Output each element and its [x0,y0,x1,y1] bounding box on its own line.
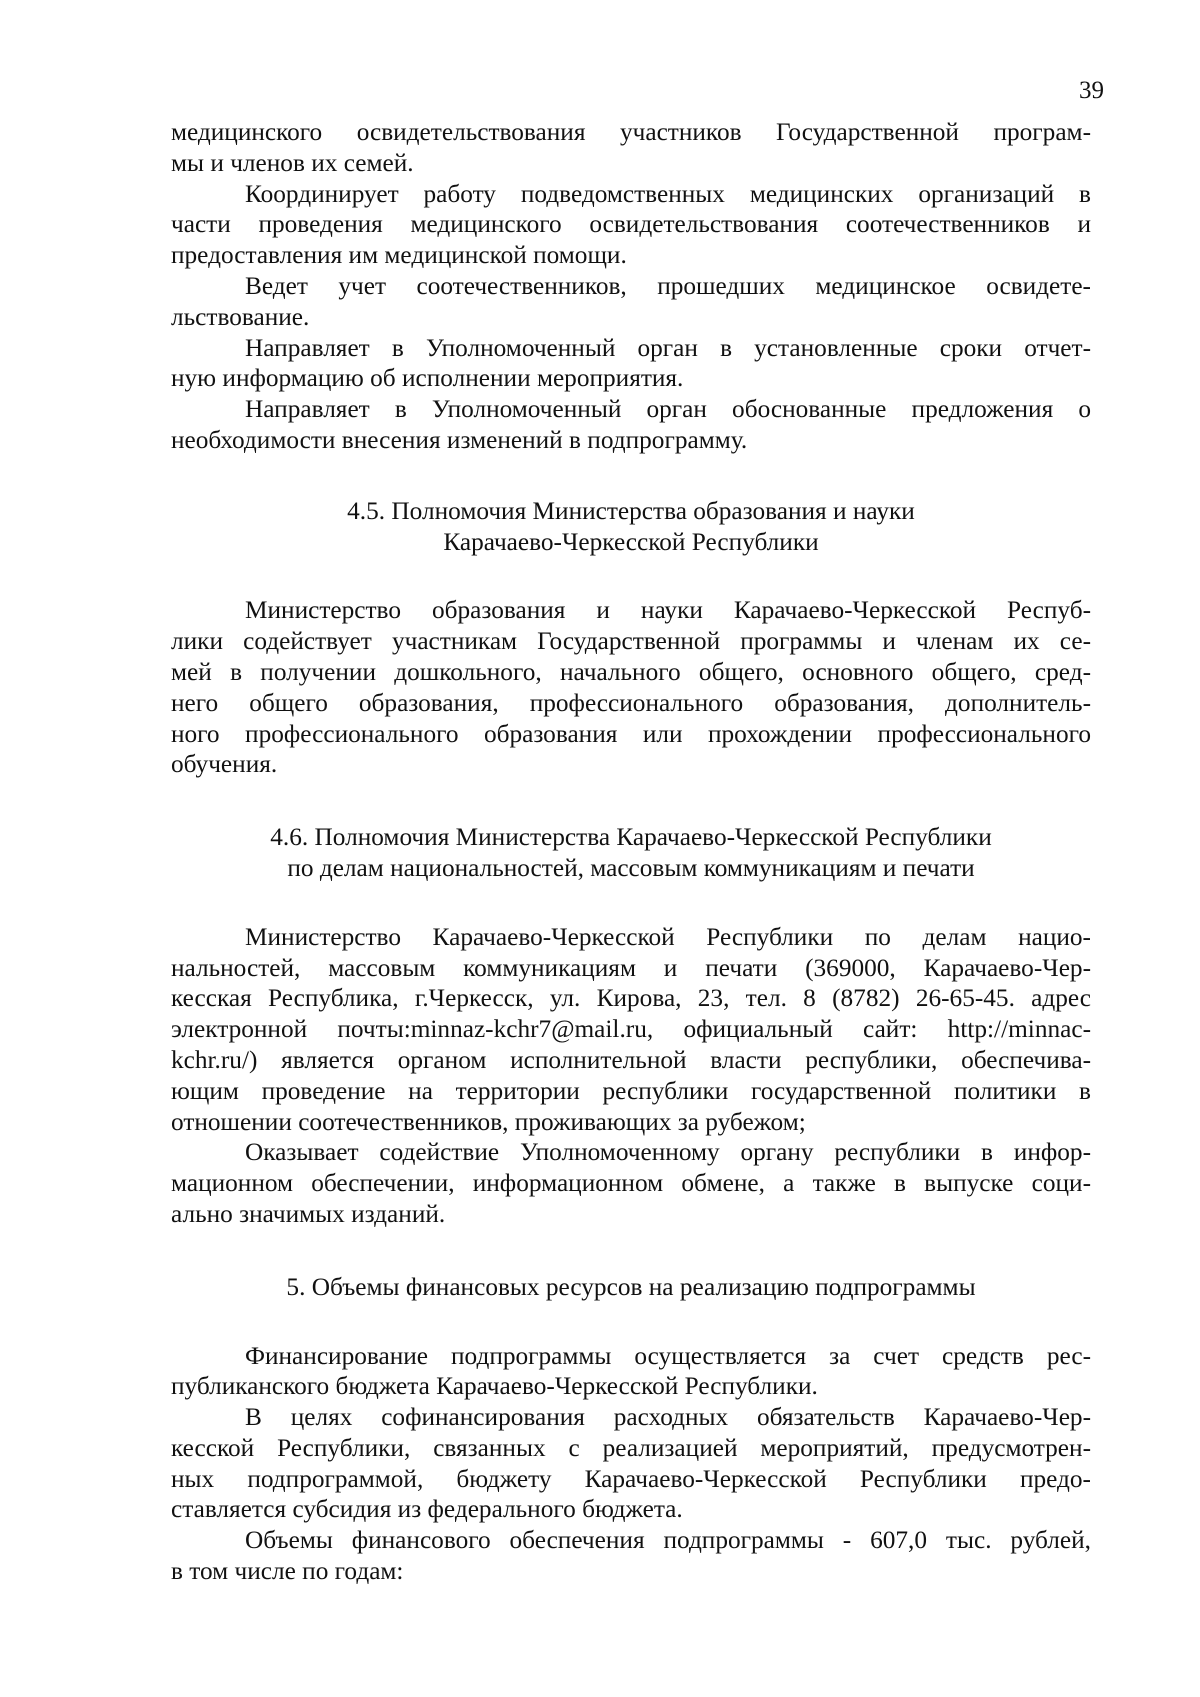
text-line: обучения. [171,750,278,779]
document-body [171,117,1091,1587]
text-line: Оказывает содействие Уполномоченному органу республики в инфор- [245,1138,1091,1167]
paragraph-financing-volume [171,1525,1091,1587]
text-line: отношении соотечественников, проживающих за рубежом; [171,1107,806,1136]
section-heading-4-5 [171,496,1091,558]
text-line: Ведет учет соотечественников, прошедших медицинское освидете- [245,271,1091,300]
text-line: Координирует работу подведомственных медицинских организаций в [245,179,1091,208]
paragraph-nationalities-ministry [171,922,1091,1138]
text-line: мы и членов их семей. [171,148,414,177]
heading-line: 4.5. Полномочия Министерства образования и науки [347,496,915,525]
section-heading-4-6 [171,822,1091,884]
text-line: В целях софинансирования расходных обязательств Карачаево-Чер- [245,1403,1091,1432]
text-line: ных подпрограммой, бюджету Карачаево-Черкесской Республики предо- [171,1464,1091,1493]
text-line: kchr.ru/) является органом исполнительной власти республики, обеспечива- [171,1045,1091,1074]
text-line: ющим проведение на территории республики государственной политики в [171,1076,1091,1105]
paragraph-keeps-record [171,271,1091,333]
heading-line: по делам национальностей, массовым коммуникациям и печати [287,853,975,882]
text-line: ально значимых изданий. [171,1199,446,1228]
paragraph-education-ministry [171,595,1091,780]
text-line: лики содействует участникам Государственной программы и членам их се- [171,627,1091,656]
text-line: нальностей, массовым коммуникациям и печати (369000, Карачаево-Чер- [171,953,1091,982]
text-line: него общего образования, профессионального образования, дополнитель- [171,688,1091,717]
text-line: ную информацию об исполнении мероприятия. [171,364,684,393]
text-line: Направляет в Уполномоченный орган обоснованные предложения о [245,395,1091,424]
paragraph-financing-source [171,1341,1091,1403]
paragraph-cofinancing [171,1402,1091,1525]
text-line: льствование. [171,302,310,331]
text-line: Объемы финансового обеспечения подпрограммы - 607,0 тыс. рублей, [245,1526,1091,1555]
text-line: электронной почты:minnaz-kchr7@mail.ru, официальный сайт: http://minnac- [171,1015,1091,1044]
paragraph-coordinates-work [171,179,1091,271]
text-line: кесская Республика, г.Черкесск, ул. Кирова, 23, тел. 8 (8782) 26-65-45. адрес [171,984,1091,1013]
text-line: мей в получении дошкольного, начального общего, основного общего, сред- [171,657,1091,686]
text-line: ного профессионального образования или прохождении профессионального [171,719,1091,748]
heading-line: 4.6. Полномочия Министерства Карачаево-Черкесской Республики [270,823,992,852]
text-line: мационном обеспечении, информационном обмене, а также в выпуске соци- [171,1169,1091,1198]
paragraph-assists-authority [171,1137,1091,1229]
text-line: Министерство Карачаево-Черкесской Республики по делам нацио- [245,922,1091,951]
text-line: предоставления им медицинской помощи. [171,241,627,270]
text-line: части проведения медицинского освидетельствования соотечественников и [171,210,1091,239]
text-line: Министерство образования и науки Карачаево-Черкесской Респуб- [245,596,1091,625]
heading-line: Карачаево-Черкесской Республики [443,527,819,556]
text-line: необходимости внесения изменений в подпрограмму. [171,425,748,454]
heading-line: 5. Объемы финансовых ресурсов на реализацию подпрограммы [286,1272,976,1301]
text-line: в том числе по годам: [171,1557,404,1586]
text-line: Направляет в Уполномоченный орган в установленные сроки отчет- [245,333,1091,362]
page-number: 39 [1079,77,1104,104]
text-line: ставляется субсидия из федерального бюджета. [171,1495,683,1524]
paragraph-medical-continuation [171,117,1091,179]
paragraph-sends-report [171,333,1091,395]
text-line: публиканского бюджета Карачаево-Черкесской Республики. [171,1372,818,1401]
section-heading-5 [171,1272,1091,1303]
text-line: медицинского освидетельствования участников Государственной програм- [171,118,1091,146]
text-line: Финансирование подпрограммы осуществляется за счет средств рес- [245,1341,1091,1370]
paragraph-sends-proposals [171,394,1091,456]
text-line: кесской Республики, связанных с реализацией мероприятий, предусмотрен- [171,1433,1091,1462]
